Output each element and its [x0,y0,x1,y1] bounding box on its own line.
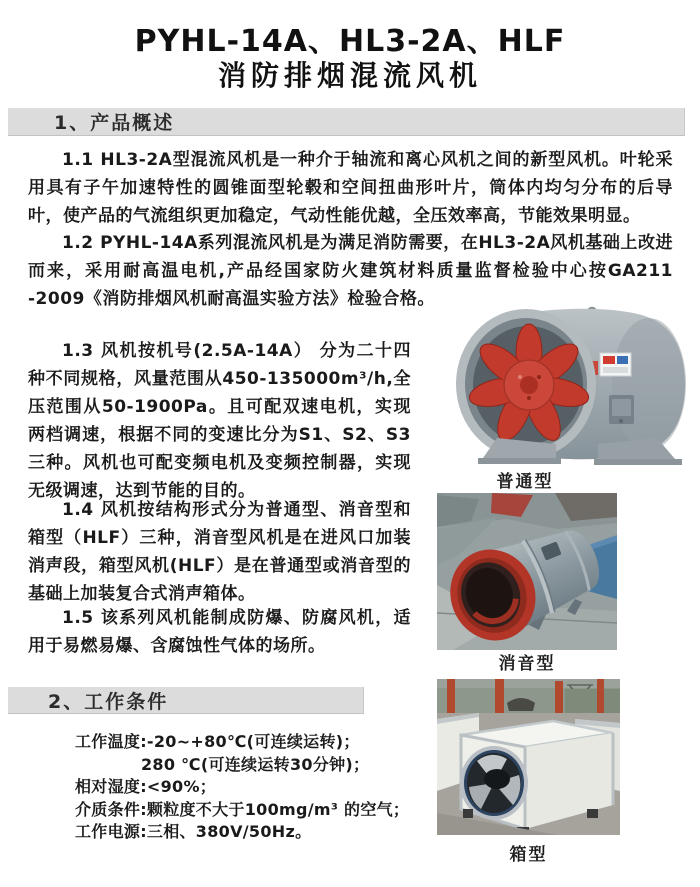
paragraph-1-3: 1.3 风机按机号(2.5A-14A） 分为二十四种不同规格，风量范围从450-135000m³/h,全压范围从50-1900Pa。且可配双速电机，实现两档调速，根据不同的变速比分为S1、S2、S3三种。风机也可配变频电机及变频控制器，实现无级调速，达到节能的目的。 [28,341,411,501]
condition-power: 工作电源:三相、380V/50Hz。 [75,822,312,841]
section-conditions-heading: 2、工作条件 [48,690,169,713]
paragraph-1-2: 1.2 PYHL-14A系列混流风机是为满足消防需要，在HL3-2A风机基础上改进而来，采用耐高温电机,产品经国家防火建筑材料质量监督检验中心按GA211 -2009《消防排烟风机耐高温实验方法》检验合格。 [28,233,673,309]
silencer-type-fan-photo [437,493,617,650]
paragraph-1-4: 1.4 风机按结构形式分为普通型、消音型和箱型（HLF）三种，消音型风机是在进风口加装消声段，箱型风机(HLF）是在普通型或消音型的基础上加装复合式消声箱体。 [28,500,411,604]
paragraph-1-5: 1.5 该系列风机能制成防爆、防腐风机，适用于易燃易爆、含腐蚀性气体的场所。 [28,608,411,656]
page-title-model-codes: PYHL-14A、HL3-2A、HLF [134,24,566,59]
page-title-product-name: 消防排烟混流风机 [217,59,482,92]
paragraph-1-1: 1.1 HL3-2A型混流风机是一种介于轴流和离心风机之间的新型风机。叶轮采用具有子午加速特性的圆锥面型轮毂和空间扭曲形叶片，筒体内均匀分布的后导叶，使产品的气流组织更加稳定，气动性能优越，全压效率高，节能效果明显。 [28,150,673,226]
condition-humidity: 相对湿度:<90%； [75,777,217,796]
condition-medium: 介质条件:颗粒度不大于100mg/m³ 的空气； [75,799,410,819]
caption-box-type: 箱型 [509,845,548,865]
section-overview-heading: 1、产品概述 [54,112,175,134]
box-fan-inlet [460,746,528,820]
working-conditions-block [75,731,445,844]
caption-ordinary-type: 普通型 [496,472,554,492]
condition-temperature: 工作温度:-20~+80℃(可连续运转)； [75,732,360,751]
box-type-fan-photo [437,679,620,835]
condition-temperature-high: 280 ℃(可连续运转30分钟)； [141,754,370,774]
ordinary-type-fan-photo [452,303,690,467]
section-overview-header-bar [8,108,685,136]
section-conditions-header-bar [8,687,364,714]
caption-silencer-type: 消音型 [498,654,556,674]
